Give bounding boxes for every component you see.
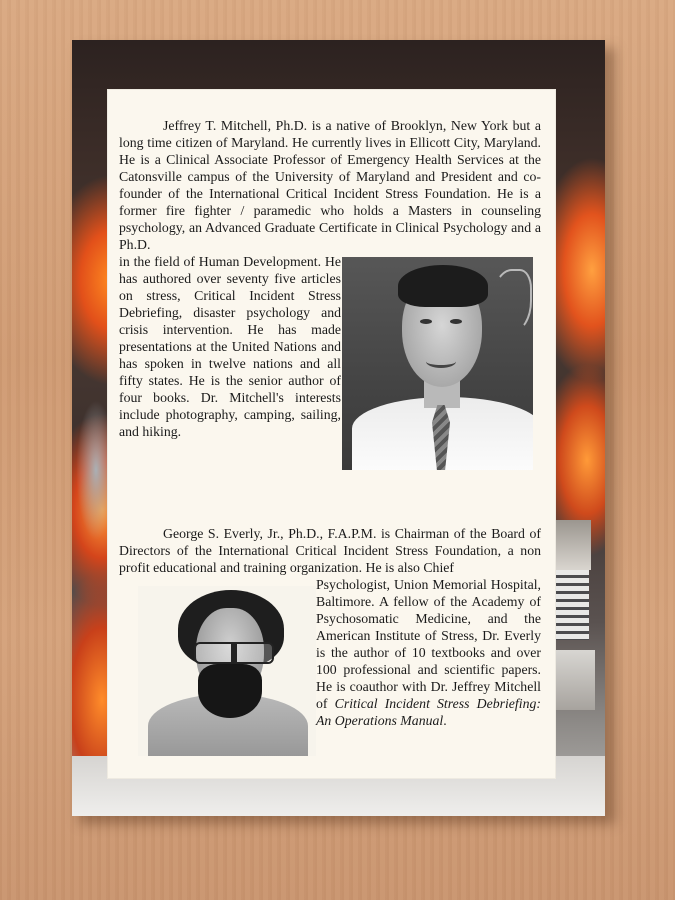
everly-bio-wrapped-text: Psychologist, Union Memorial Hospital, Baltimore. A fellow of the Academy of Psychosomatic Medicine, and the American Institute of Stress, Dr. Everly is the author of 10 textbooks and over 100 professional and scientific papers. He is coauthor with Dr. Jeffrey Mitchell of [316, 577, 541, 711]
hair [398, 265, 488, 307]
author-bio-panel [107, 89, 556, 779]
book-title-period: . [443, 713, 447, 728]
left-eye [420, 319, 432, 324]
everly-bio-wide: George S. Everly, Jr., Ph.D., F.A.P.M. is Chairman of the Board of Directors of the International Critical Incident Stress Foundation, a non profit educational and training organization. He is also Chief [119, 526, 541, 575]
mitchell-bio-wide: Jeffrey T. Mitchell, Ph.D. is a native of Brooklyn, New York but a long time citizen of Maryland. He currently lives in Ellicott City, Maryland. He is a Clinical Associate Professor of Emergency Health Services at the Catonsville campus of the University of Maryland and President and co-founder of the International Critical Incident Stress Foundation. He is a former fire fighter / paramedic who holds a Masters in counseling psychology, an Advanced Graduate Certificate in Clinical Psychology and a Ph.D. [119, 118, 541, 252]
eyeglasses [194, 642, 274, 664]
everly-portrait-photo [138, 586, 316, 756]
beard [198, 664, 262, 718]
mitchell-portrait-photo [342, 257, 533, 470]
book-back-cover [72, 40, 605, 816]
smile [426, 355, 456, 368]
mitchell-bio-wrapped: in the field of Human Development. He has authored over seventy five articles on stress, Critical Incident Stress Debriefing, disaster psychology and crisis intervention. He has made presentations at the United Nations and has spoken in twelve nations and all fifty states. He is the senior author of four books. Dr. Mitchell's interests include photography, camping, sailing, and hiking. [119, 254, 341, 439]
chalk-mark [492, 269, 532, 333]
book-title: Critical Incident Stress Debriefing: An Operations Manual [316, 696, 541, 728]
right-eye [450, 319, 462, 324]
everly-bio-wrapped [316, 576, 541, 729]
